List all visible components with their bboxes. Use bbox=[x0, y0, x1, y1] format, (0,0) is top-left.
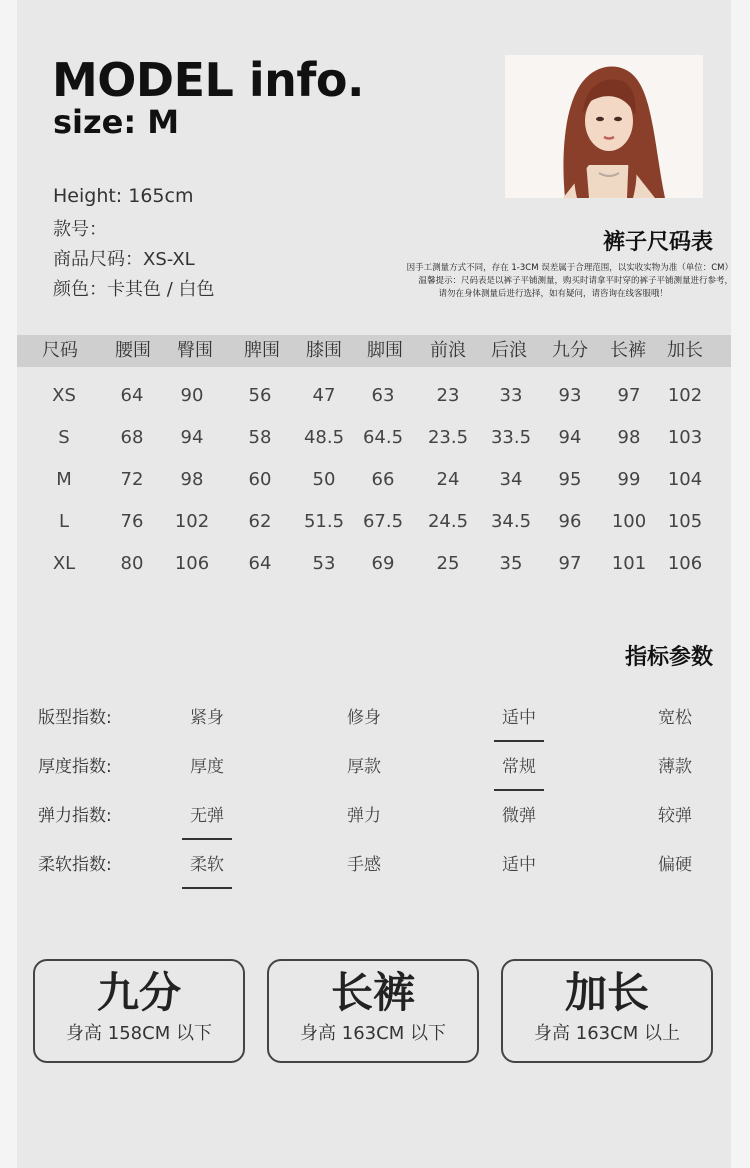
length-name: 加长 bbox=[564, 968, 649, 1017]
page-title: MODEL info. bbox=[52, 53, 364, 107]
index-option: 偏硬 bbox=[658, 855, 692, 875]
header-cell: 尺码 bbox=[42, 340, 78, 361]
table-cell: 98 bbox=[180, 469, 204, 490]
header-cell: 长裤 bbox=[610, 340, 646, 361]
header-cell: 膝围 bbox=[306, 340, 342, 361]
table-cell: 62 bbox=[248, 511, 272, 532]
table-cell: 80 bbox=[120, 553, 144, 574]
thickness-index-row bbox=[0, 747, 750, 787]
product-size-range: 商品尺码：XS-XL bbox=[53, 249, 195, 270]
table-header-row bbox=[17, 335, 731, 367]
length-name: 九分 bbox=[96, 968, 181, 1017]
length-desc: 身高 158CM 以下 bbox=[66, 1023, 212, 1044]
index-option: 适中 bbox=[502, 855, 536, 875]
table-cell: 69 bbox=[371, 553, 395, 574]
table-cell: 93 bbox=[558, 385, 582, 406]
header-cell: 脚围 bbox=[367, 340, 403, 361]
table-cell: 76 bbox=[120, 511, 144, 532]
index-option: 宽松 bbox=[658, 708, 692, 728]
table-cell: 51.5 bbox=[303, 511, 345, 532]
fit-index-row bbox=[0, 698, 750, 738]
table-cell: 102 bbox=[667, 385, 703, 406]
table-cell: XS bbox=[52, 385, 76, 406]
model-size: size: M bbox=[53, 103, 180, 141]
size-table bbox=[17, 335, 731, 585]
table-cell: 100 bbox=[611, 511, 647, 532]
header-cell: 后浪 bbox=[491, 340, 527, 361]
index-option: 弹力 bbox=[347, 806, 381, 826]
length-desc: 身高 163CM 以下 bbox=[300, 1023, 446, 1044]
table-cell: 106 bbox=[667, 553, 703, 574]
header-cell: 腰围 bbox=[115, 340, 151, 361]
index-option-selected: 柔软 bbox=[167, 845, 247, 885]
table-cell: 105 bbox=[667, 511, 703, 532]
table-cell: 53 bbox=[312, 553, 336, 574]
table-cell: 63 bbox=[371, 385, 395, 406]
index-label: 弹力指数: bbox=[38, 806, 112, 826]
table-cell: S bbox=[58, 427, 70, 448]
measurement-note: 因手工测量方式不同，存在 1-3CM 误差属于合理范围，以实收实物为准（单位：CM） bbox=[406, 263, 733, 273]
header-cell: 前浪 bbox=[430, 340, 466, 361]
table-row bbox=[17, 501, 731, 543]
table-row bbox=[17, 375, 731, 417]
table-cell: 23 bbox=[436, 385, 460, 406]
table-cell: 106 bbox=[174, 553, 210, 574]
table-cell: 94 bbox=[180, 427, 204, 448]
index-label: 柔软指数: bbox=[38, 855, 112, 875]
table-cell: 67.5 bbox=[362, 511, 404, 532]
table-cell: 50 bbox=[312, 469, 336, 490]
table-cell: 97 bbox=[558, 553, 582, 574]
size-chart-title: 裤子尺码表 bbox=[602, 230, 713, 255]
table-cell: XL bbox=[52, 553, 76, 574]
index-option-selected: 常规 bbox=[479, 747, 559, 787]
index-option: 修身 bbox=[347, 708, 381, 728]
table-cell: 97 bbox=[617, 385, 641, 406]
table-row bbox=[17, 417, 731, 459]
length-card-cropped bbox=[33, 959, 245, 1063]
header-cell: 加长 bbox=[667, 340, 703, 361]
table-cell: 34 bbox=[499, 469, 523, 490]
table-cell: 101 bbox=[611, 553, 647, 574]
index-section-title: 指标参数 bbox=[624, 645, 713, 670]
table-cell: 68 bbox=[120, 427, 144, 448]
table-cell: 90 bbox=[180, 385, 204, 406]
table-cell: 103 bbox=[667, 427, 703, 448]
tip-note-2: 请勿在身体测量后进行选择，如有疑问，请咨询在线客服哦！ bbox=[438, 289, 668, 299]
table-cell: 72 bbox=[120, 469, 144, 490]
length-name: 长裤 bbox=[330, 968, 415, 1017]
header-cell: 臀围 bbox=[177, 340, 213, 361]
model-photo bbox=[505, 55, 703, 198]
index-label: 厚度指数: bbox=[38, 757, 112, 777]
table-row bbox=[17, 543, 731, 585]
table-cell: M bbox=[56, 469, 72, 490]
color-options: 颜色：卡其色 / 白色 bbox=[53, 279, 215, 300]
table-cell: 47 bbox=[312, 385, 336, 406]
index-option-selected: 无弹 bbox=[167, 796, 247, 836]
table-cell: 48.5 bbox=[303, 427, 345, 448]
table-cell: 64.5 bbox=[362, 427, 404, 448]
model-height: Height: 165cm bbox=[53, 185, 194, 207]
table-cell: 64 bbox=[120, 385, 144, 406]
table-cell: 102 bbox=[174, 511, 210, 532]
table-cell: 95 bbox=[558, 469, 582, 490]
index-option: 紧身 bbox=[190, 708, 224, 728]
index-option: 厚款 bbox=[347, 757, 381, 777]
table-cell: L bbox=[58, 511, 70, 532]
table-cell: 23.5 bbox=[427, 427, 469, 448]
table-cell: 104 bbox=[667, 469, 703, 490]
length-card-extra-long bbox=[501, 959, 713, 1063]
table-cell: 35 bbox=[499, 553, 523, 574]
index-option: 手感 bbox=[347, 855, 381, 875]
table-cell: 24.5 bbox=[427, 511, 469, 532]
index-label: 版型指数: bbox=[38, 708, 112, 728]
style-number: 款号： bbox=[53, 219, 107, 240]
table-cell: 66 bbox=[371, 469, 395, 490]
header-cell: 脾围 bbox=[244, 340, 280, 361]
table-cell: 33 bbox=[499, 385, 523, 406]
table-cell: 25 bbox=[436, 553, 460, 574]
table-cell: 96 bbox=[558, 511, 582, 532]
header-cell: 九分 bbox=[552, 340, 588, 361]
index-option-selected: 适中 bbox=[479, 698, 559, 738]
tip-note: 温馨提示：尺码表是以裤子平铺测量，购买时请拿平时穿的裤子平铺测量进行参考， bbox=[418, 276, 733, 286]
table-cell: 56 bbox=[248, 385, 272, 406]
table-cell: 99 bbox=[617, 469, 641, 490]
table-cell: 34.5 bbox=[490, 511, 532, 532]
table-cell: 64 bbox=[248, 553, 272, 574]
length-card-long bbox=[267, 959, 479, 1063]
table-cell: 24 bbox=[436, 469, 460, 490]
elasticity-index-row bbox=[0, 796, 750, 836]
index-option: 微弹 bbox=[502, 806, 536, 826]
table-cell: 33.5 bbox=[490, 427, 532, 448]
table-cell: 60 bbox=[248, 469, 272, 490]
table-cell: 98 bbox=[617, 427, 641, 448]
softness-index-row bbox=[0, 845, 750, 885]
table-cell: 94 bbox=[558, 427, 582, 448]
index-option: 薄款 bbox=[658, 757, 692, 777]
table-row bbox=[17, 459, 731, 501]
index-option: 较弹 bbox=[658, 806, 692, 826]
table-cell: 58 bbox=[248, 427, 272, 448]
index-option: 厚度 bbox=[190, 757, 224, 777]
length-desc: 身高 163CM 以上 bbox=[534, 1023, 680, 1044]
